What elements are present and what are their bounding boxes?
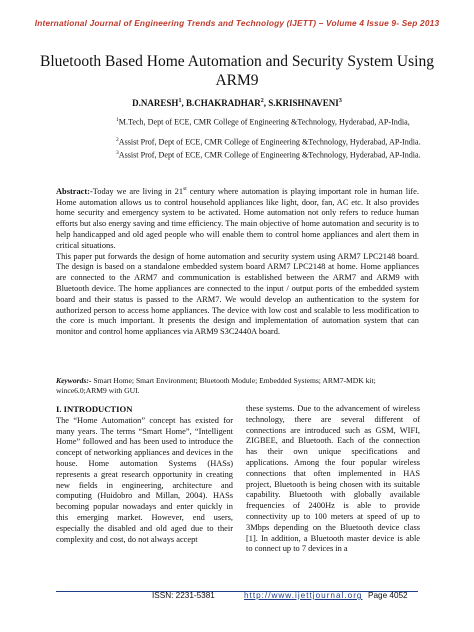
abstract-text: century where automation is playing important role in human life. Home automation allows us to control household appliances like light, door, fan, AC etc. It also provides home security and emergency system to be activated. Home automation not only refers to reduce human efforts but also energy saving and time efficiency. The main objective of home automation and security is to help handicapped and old aged people who will enable them to control home appliances and alert them in critical situations.: [56, 186, 419, 250]
affiliation-sup: 3: [116, 150, 119, 156]
footer-issn: ISSN: 2231-5381: [152, 591, 215, 600]
abstract: [56, 184, 419, 338]
author-line: [0, 98, 474, 108]
author-2: B.CHAKRADHAR: [185, 98, 261, 108]
affiliation-sup: 2: [116, 137, 119, 143]
author-separator: ,: [263, 98, 269, 108]
section-heading: I. INTRODUCTION: [56, 404, 133, 414]
footer-page-number: Page 4052: [368, 591, 408, 600]
abstract-label: Abstract:-: [56, 186, 93, 196]
author-3-sup: 3: [338, 98, 342, 104]
keywords-text: Smart Home; Smart Environment; Bluetooth Module; Embedded Systems; ARM7-MDK kit; wince6.0;ARM9 with GUI.: [56, 376, 376, 395]
author-1-sup: 1: [178, 98, 182, 104]
abstract-paragraph-2: This paper put forwards the design of home automation and security system using ARM7 LPC2148 board. The design is based on a standalone embedded system board ARM7 LPC2148 at home. Home appliances are connected to the ARM7 and communication is established between the ARM7 and ARM9 with Bluetooth device. The home appliances are connected to the input / output ports of the embedded system board and their status is passed to the ARM7. We would develop an authentication to the system for authorized person to access home appliances. The device with low cost and scalable to less modification to the core is much important. It presents the design and implementation of automation system that can monitor and control home appliances via ARM9 S3C2440A board.: [56, 251, 419, 337]
footer-rule: [56, 591, 418, 592]
intro-left-text: The “Home Automation” concept has existed for many years. The terms “Smart Home”, “Intelligent Home” followed and has been used to introduce the concept of networking appliances and devices in the house. Home automation Systems (HASs) represents a great research opportunity in creating new fields in engineering, architecture and computing (Huidobro and Millan, 2004). HASs becoming popular nowadays and enter quickly in this emerging market. However, end users, especially the disabled and old aged due to their complexity and cost, do not always accept: [56, 415, 233, 544]
author-1: D.NARESH: [132, 98, 179, 108]
keywords-label: Keywords:-: [56, 376, 92, 385]
author-2-sup: 2: [260, 98, 264, 104]
author-3: S.KRISHNAVENI: [268, 98, 339, 108]
author-separator: ,: [181, 98, 186, 108]
affiliation-text: Assist Prof, Dept of ECE, CMR College of Engineering &Technology, Hyderabad, AP-India.: [118, 137, 421, 147]
left-column: [56, 404, 233, 545]
paper-title: Bluetooth Based Home Automation and Security System Using ARM9: [40, 53, 434, 89]
affiliation-text: Assist Prof, Dept of ECE, CMR College of Engineering &Technology, Hyderabad, AP-India.: [118, 150, 421, 160]
keywords: [56, 376, 419, 396]
affiliation-3: [116, 149, 421, 160]
abstract-paragraph-1: [56, 184, 419, 252]
ordinal-sup: st: [183, 186, 187, 192]
affiliation-sup: 1: [116, 117, 119, 123]
footer-url-link[interactable]: http://www.ijettjournal.org: [244, 591, 363, 600]
affiliation-text: M.Tech, Dept of ECE, CMR College of Engineering &Technology, Hyderabad, AP-India,: [118, 117, 410, 127]
journal-header: International Journal of Engineering Trends and Technology (IJETT) – Volume 4 Issue 9- Sep 2013: [34, 18, 440, 28]
affiliation-1: [116, 116, 410, 127]
intro-right-text: these systems. Due to the advancement of wireless technology, there are several different of connections are introduced such as GSM, WIFI, ZIGBEE, and Bluetooth. Each of the connection has their own unique specifications and applications. Among the four popular wireless connections that often implemented in HAS project, Bluetooth is being chosen with its suitable capability. Bluetooth with globally available frequencies of 2400Hz is able to provide connectivity up to 100 meters at speed of up to 3Mbps depending on the Bluetooth device class [1]. In addition, a Bluetooth master device is able to connect up to 7 devices in a: [246, 404, 420, 554]
right-column: [246, 404, 420, 555]
affiliation-2: [116, 136, 421, 147]
abstract-text: Today we are living in 21: [92, 186, 184, 196]
